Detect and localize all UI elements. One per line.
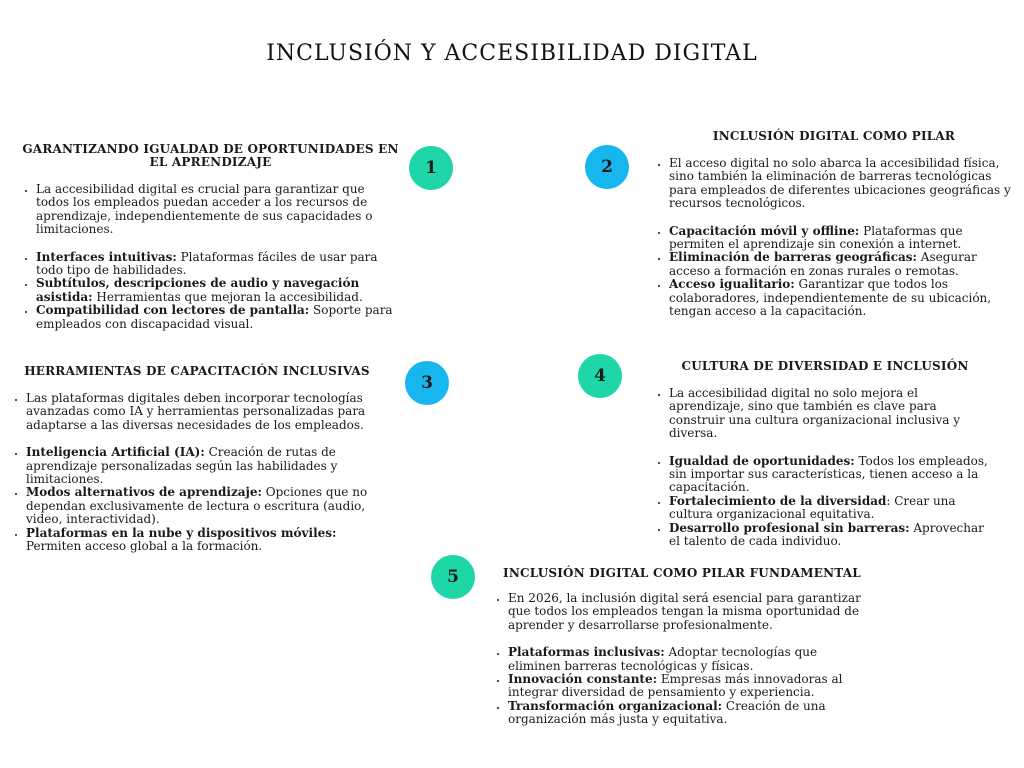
section-1-list — [22, 183, 399, 331]
section-4-list — [655, 387, 995, 548]
section-2-intro: • El acceso digital no solo abarca la accesibilidad física, sino también la eliminación de barreras tecnológicas para empleados de diferentes ubicaciones geográficas y recursos tecnológicos. — [669, 157, 1013, 211]
list-item — [669, 225, 1013, 252]
item-text: Herramientas que mejoran la accesibilidad. — [92, 289, 363, 304]
item-term: Acceso igualitario: — [669, 277, 795, 292]
section-4-heading: CULTURA DE DIVERSIDAD E INCLUSIÓN — [681, 359, 969, 373]
list-item — [26, 527, 382, 554]
item-text: Plataformas fáciles de usar para todo tipo de habilidades. — [36, 249, 378, 278]
section-3-list — [12, 392, 382, 553]
section-2 — [655, 130, 1013, 318]
item-term: Fortalecimiento de la diversidad — [669, 493, 887, 508]
item-text: Adoptar tecnologías que eliminen barreras tecnológicas y físicas. — [508, 645, 818, 673]
section-5-list — [494, 592, 866, 727]
list-item — [26, 446, 382, 486]
section-3-heading: HERRAMIENTAS DE CAPACITACIÓN INCLUSIVAS — [24, 364, 370, 378]
item-text: Asegurar acceso a formación en zonas rurales o remotas. — [669, 250, 977, 278]
item-text: Creación de una organización más justa y equitativa. — [508, 698, 826, 727]
section-1 — [22, 143, 399, 331]
section-2-heading: INCLUSIÓN DIGITAL COMO PILAR — [712, 129, 956, 143]
list-item — [508, 673, 866, 700]
section-4-intro: • La accesibilidad digital no solo mejora el aprendizaje, sino que también es clave para construir una cultura organizacional inclusiva y diversa. — [669, 387, 995, 441]
list-item — [36, 277, 399, 304]
section-4 — [655, 360, 995, 548]
step-badge-2: 2 — [585, 145, 629, 189]
item-text: Creación de rutas de aprendizaje personalizadas según las habilidades y limitaciones. — [26, 445, 338, 487]
section-1-heading: GARANTIZANDO IGUALDAD DE OPORTUNIDADES EN EL APRENDIZAJE — [22, 142, 399, 169]
item-term: Igualdad de oportunidades: — [669, 453, 855, 468]
step-badge-3: 3 — [405, 361, 449, 405]
list-item — [508, 646, 866, 673]
item-term: Interfaces intuitivas: — [36, 249, 177, 264]
item-text: Todos los empleados, sin importar sus características, tienen acceso a la capacitación. — [669, 453, 988, 495]
step-badge-5: 5 — [431, 555, 475, 599]
list-item — [669, 495, 995, 522]
section-3 — [12, 365, 382, 553]
list-item — [669, 251, 1013, 278]
item-text: Opciones que no dependan exclusivamente de lectura o escritura (audio, video, interactividad). — [26, 485, 368, 527]
section-5-heading: INCLUSIÓN DIGITAL COMO PILAR FUNDAMENTAL — [503, 566, 861, 580]
section-5-intro: • En 2026, la inclusión digital será esencial para garantizar que todos los empleados tengan la misma oportunidad de aprender y desarrollarse profesionalmente. — [508, 592, 866, 632]
item-term: Subtítulos, descripciones de audio y navegación asistida: — [36, 276, 360, 304]
item-term: Plataformas en la nube y dispositivos móviles: — [26, 525, 337, 540]
item-term: Plataformas inclusivas: — [508, 645, 665, 660]
step-badge-1: 1 — [409, 146, 453, 190]
list-item — [669, 278, 1013, 318]
list-item — [36, 251, 399, 278]
list-item — [669, 455, 995, 495]
section-5 — [494, 567, 866, 727]
item-term: Modos alternativos de aprendizaje: — [26, 485, 262, 500]
item-term: Desarrollo profesional sin barreras: — [669, 520, 910, 535]
list-item — [669, 522, 995, 549]
list-item — [508, 700, 866, 727]
item-text: Permiten acceso global a la formación. — [26, 539, 263, 554]
item-term: Capacitación móvil y offline: — [669, 223, 860, 238]
item-term: Compatibilidad con lectores de pantalla: — [36, 303, 310, 318]
list-item — [26, 486, 382, 526]
item-term: Eliminación de barreras geográficas: — [669, 250, 917, 265]
item-text: Empresas más innovadoras al integrar diversidad de pensamiento y experiencia. — [508, 672, 843, 700]
section-1-intro: • La accesibilidad digital es crucial para garantizar que todos los empleados puedan acceder a los recursos de aprendizaje, independientemente de sus capacidades o limitaciones. — [36, 183, 399, 237]
item-term: Innovación constante: — [508, 672, 658, 687]
step-badge-4: 4 — [578, 354, 622, 398]
item-term: Transformación organizacional: — [508, 698, 723, 713]
page-title: INCLUSIÓN Y ACCESIBILIDAD DIGITAL — [266, 40, 758, 66]
item-text: : Crear una cultura organizacional equitativa. — [669, 493, 956, 522]
list-item — [36, 304, 399, 331]
item-text: Plataformas que permiten el aprendizaje sin conexión a internet. — [669, 223, 963, 252]
item-text: Aprovechar el talento de cada individuo. — [669, 520, 984, 549]
section-2-list — [655, 157, 1013, 318]
item-term: Inteligencia Artificial (IA): — [26, 445, 205, 460]
item-text: Garantizar que todos los colaboradores, independientemente de su ubicación, tengan acceso a la capacitación. — [669, 277, 992, 319]
section-3-intro: • Las plataformas digitales deben incorporar tecnologías avanzadas como IA y herramientas personalizadas para adaptarse a las diversas necesidades de los empleados. — [26, 392, 382, 432]
item-text: Soporte para empleados con discapacidad visual. — [36, 303, 393, 331]
